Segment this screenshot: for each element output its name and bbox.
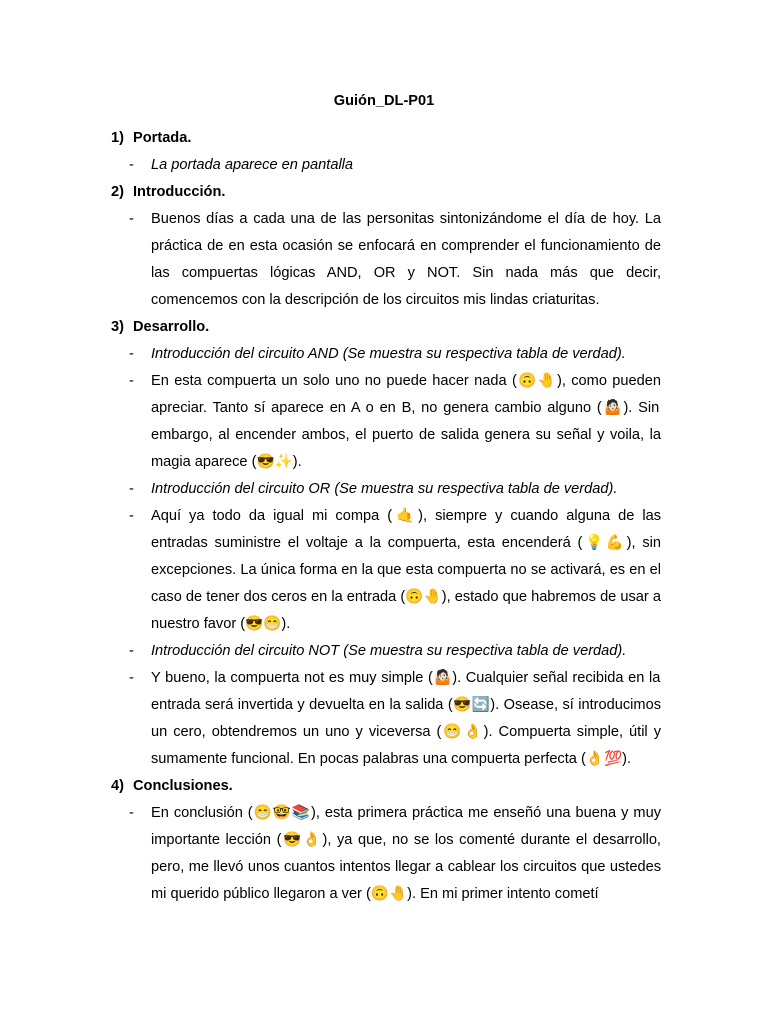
section-number: 2) (111, 184, 124, 200)
list-item (111, 476, 661, 503)
bullet-text: La portada aparece en pantalla (151, 157, 354, 173)
bullet-dash: - (129, 211, 134, 227)
list-item (111, 665, 661, 773)
bullet-dash: - (129, 805, 134, 821)
bullet-text: Y bueno, la compuerta not es muy simple (🤷🏻). Cualquier señal recibida en la entrada será invertida y devuelta en la salida (😎🔄). Osease, sí introducimos un cero, obtendremos un uno y viceversa (😁👌). Compuerta simple, útil y sumamente funcional. En pocas palabras una compuerta perfecta (👌💯). (151, 670, 661, 767)
bullet-dash: - (129, 346, 134, 362)
section-number: 4) (111, 778, 124, 794)
section-number: 1) (111, 130, 124, 146)
bullet-text: Aquí ya todo da igual mi compa (🤙), siempre y cuando alguna de las entradas suministre el voltaje a la compuerta, esta encenderá (💡💪), sin excepciones. La única forma en la que esta compuerta no se activará, es en el caso de tener dos ceros en la entrada (🙃🤚), estado que habremos de usar a nuestro favor (😎😁). (151, 508, 661, 632)
document-body (111, 125, 661, 908)
bullet-text: Buenos días a cada una de las personitas sintonizándome el día de hoy. La práctica de en esta ocasión se enfocará en comprender el funcionamiento de las compuertas lógicas AND, OR y NOT. Sin nada más que decir, comencemos con la descripción de los circuitos mis lindas criaturitas. (151, 211, 661, 308)
section-heading (111, 314, 661, 341)
section-heading (111, 773, 661, 800)
list-item (111, 800, 661, 908)
section-title: Portada. (133, 130, 192, 146)
list-item (111, 368, 661, 476)
document-title: Guión_DL-P01 (333, 93, 435, 109)
section-number: 3) (111, 319, 124, 335)
section-portada (111, 125, 661, 179)
bullet-dash: - (129, 157, 134, 173)
section-title: Conclusiones. (133, 778, 233, 794)
section-conclusiones (111, 773, 661, 908)
bullet-dash: - (129, 670, 134, 686)
bullet-text: Introducción del circuito NOT (Se muestra su respectiva tabla de verdad). (151, 643, 627, 659)
list-item (111, 503, 661, 638)
bullet-text: En conclusión (😁🤓📚), esta primera práctica me enseñó una buena y muy importante lección (😎👌), ya que, no se los comenté durante el desarrollo, pero, me llevó unos cuantos intentos llegar a cablear los circuitos que ustedes mi querido público llegaron a ver (🙃🤚). En mi primer intento cometí (151, 805, 661, 902)
section-introduccion (111, 179, 661, 314)
bullet-text: En esta compuerta un solo uno no puede hacer nada (🙃🤚), como pueden apreciar. Tanto sí aparece en A o en B, no genera cambio alguno (🤷🏻). Sin embargo, al encender ambos, el puerto de salida genera su señal y voila, la magia aparece (😎✨). (151, 373, 661, 470)
section-desarrollo (111, 314, 661, 773)
section-heading (111, 125, 661, 152)
list-item (111, 341, 661, 368)
bullet-dash: - (129, 643, 134, 659)
section-title: Introducción. (133, 184, 226, 200)
bullet-dash: - (129, 481, 134, 497)
section-heading (111, 179, 661, 206)
bullet-text: Introducción del circuito OR (Se muestra su respectiva tabla de verdad). (151, 481, 618, 497)
bullet-dash: - (129, 373, 134, 389)
bullet-dash: - (129, 508, 134, 524)
list-item (111, 638, 661, 665)
section-title: Desarrollo. (133, 319, 210, 335)
list-item (111, 152, 661, 179)
list-item (111, 206, 661, 314)
bullet-text: Introducción del circuito AND (Se muestra su respectiva tabla de verdad). (151, 346, 626, 362)
